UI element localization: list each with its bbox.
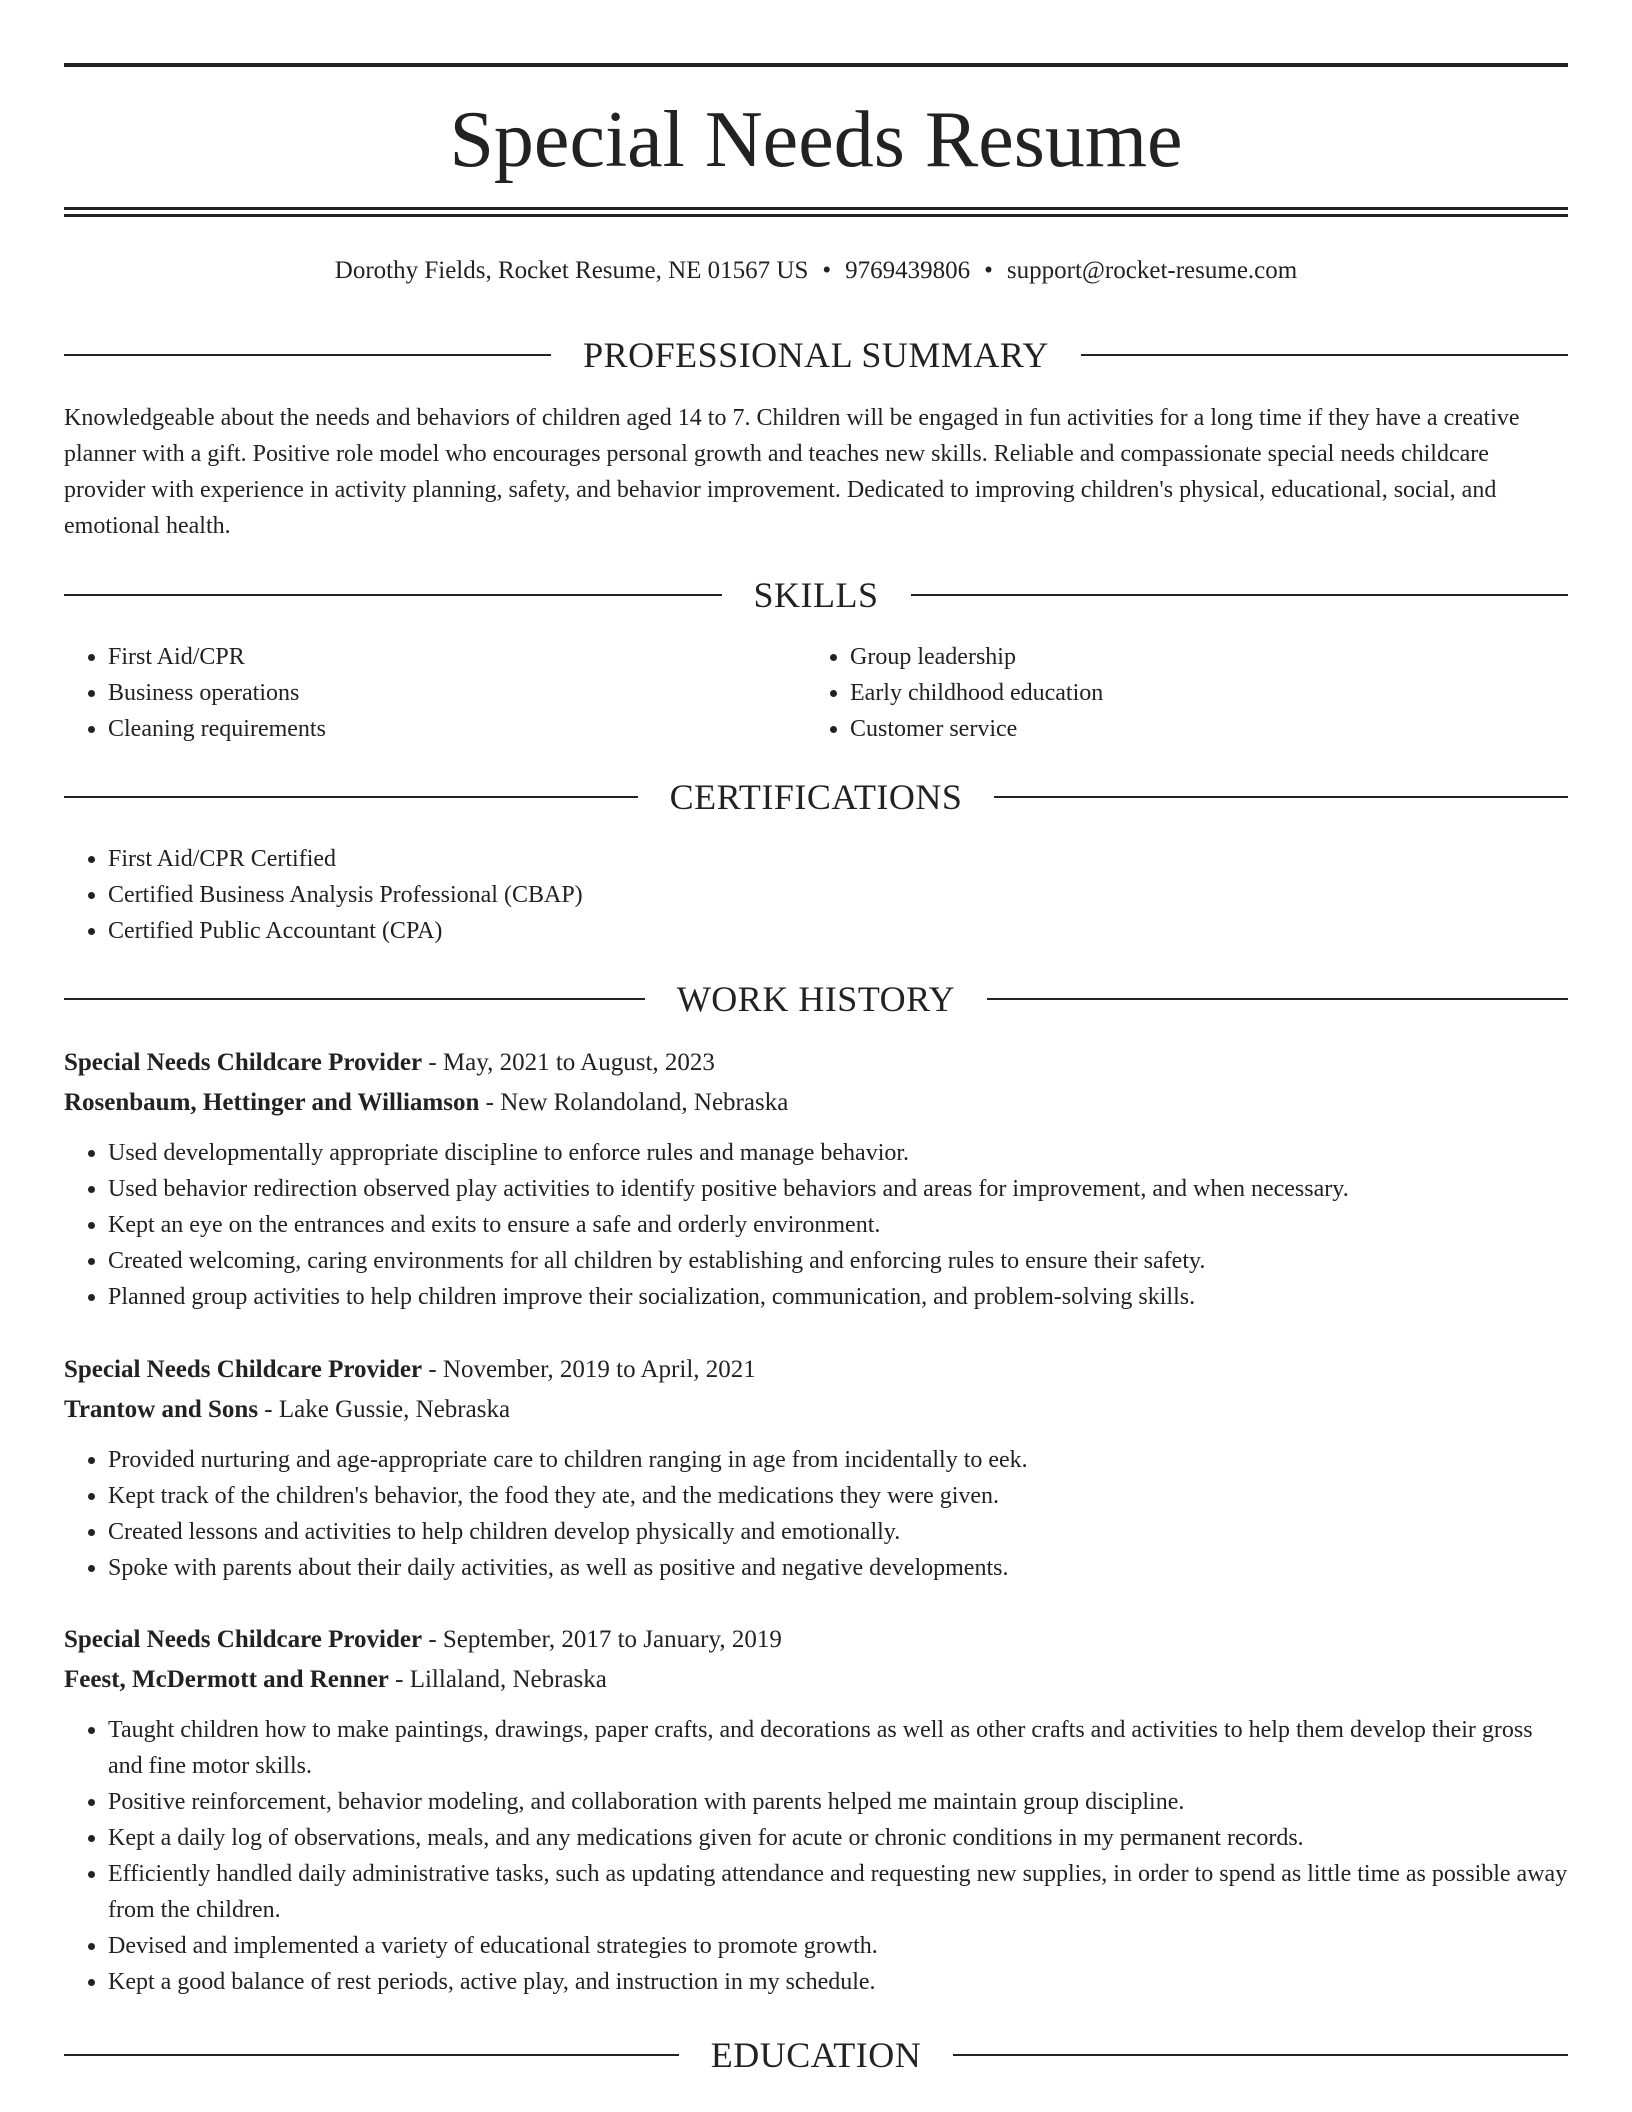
- work-heading: WORK HISTORY: [676, 979, 956, 1019]
- contact-separator: •: [822, 257, 832, 284]
- job-bullets: [64, 1712, 1568, 2000]
- job-title: Special Needs Childcare Provider: [64, 1049, 423, 1076]
- job-company-line: [64, 1390, 1568, 1430]
- skill-item: • First Aid/CPR: [108, 639, 804, 675]
- section-rule: [64, 354, 551, 356]
- dash: -: [388, 1666, 410, 1693]
- certifications-heading-row: [64, 777, 1568, 817]
- job-bullet: • Used developmentally appropriate discipline to enforce rules and manage behavior.: [108, 1135, 1568, 1171]
- skill-item: • Business operations: [108, 675, 804, 711]
- section-rule: [64, 2054, 679, 2056]
- job-dates: September, 2017 to January, 2019: [442, 1626, 782, 1653]
- certification-item: • Certified Public Accountant (CPA): [108, 913, 1568, 949]
- section-rule: [911, 594, 1569, 596]
- contact-address: Dorothy Fields, Rocket Resume, NE 01567 US: [334, 257, 809, 284]
- skills-column-right: [806, 639, 1546, 747]
- skills-heading-row: [64, 575, 1568, 615]
- job-company-line: [64, 1660, 1568, 1700]
- section-rule: [64, 796, 638, 798]
- job-location: Lillaland, Nebraska: [409, 1666, 607, 1693]
- job-entry: [64, 1043, 1568, 1315]
- job-title: Special Needs Childcare Provider: [64, 1626, 423, 1653]
- top-rule: [64, 63, 1568, 67]
- job-dates: November, 2019 to April, 2021: [442, 1356, 756, 1383]
- summary-heading-row: [64, 335, 1568, 375]
- job-location: New Rolandoland, Nebraska: [500, 1089, 789, 1116]
- certification-item: • First Aid/CPR Certified: [108, 841, 1568, 877]
- dash: -: [422, 1626, 443, 1653]
- job-bullet: • Spoke with parents about their daily activities, as well as positive and negative developments.: [108, 1550, 1568, 1586]
- skill-item: • Early childhood education: [850, 675, 1546, 711]
- section-rule: [1081, 354, 1568, 356]
- title-double-rule: [64, 207, 1568, 217]
- job-bullet: • Created welcoming, caring environments for all children by establishing and enforcing rules to ensure their safety.: [108, 1243, 1568, 1279]
- certifications-heading: CERTIFICATIONS: [669, 777, 963, 817]
- job-bullet: • Devised and implemented a variety of educational strategies to promote growth.: [108, 1928, 1568, 1964]
- contact-separator: •: [984, 257, 993, 284]
- dash: -: [422, 1356, 443, 1383]
- section-rule: [987, 998, 1568, 1000]
- job-dates: May, 2021 to August, 2023: [442, 1049, 715, 1076]
- job-title: Special Needs Childcare Provider: [64, 1356, 423, 1383]
- job-bullet: • Taught children how to make paintings, drawings, paper crafts, and decorations as well as other crafts and activities to help them develop their gross and fine motor skills.: [108, 1712, 1568, 1784]
- job-bullets: [64, 1135, 1568, 1315]
- job-bullet: • Efficiently handled daily administrative tasks, such as updating attendance and requesting new supplies, in order to spend as little time as possible away from the children.: [108, 1856, 1568, 1928]
- dash: -: [422, 1049, 443, 1076]
- job-location: Lake Gussie, Nebraska: [278, 1396, 511, 1423]
- section-rule: [953, 2054, 1568, 2056]
- skill-item: • Group leadership: [850, 639, 1546, 675]
- section-rule: [64, 594, 722, 596]
- job-bullet: • Created lessons and activities to help children develop physically and emotionally.: [108, 1514, 1568, 1550]
- job-bullet: • Provided nurturing and age-appropriate care to children ranging in age from incidentally to eek.: [108, 1442, 1568, 1478]
- job-company: Rosenbaum, Hettinger and Williamson: [64, 1089, 480, 1116]
- contact-line: [64, 254, 1568, 288]
- education-heading: EDUCATION: [710, 2035, 922, 2075]
- skills-heading: SKILLS: [753, 575, 879, 615]
- job-company-line: [64, 1083, 1568, 1123]
- certification-item: • Certified Business Analysis Professional (CBAP): [108, 877, 1568, 913]
- job-title-line: [64, 1620, 1568, 1660]
- job-bullet: • Planned group activities to help children improve their socialization, communication, and problem-solving skills.: [108, 1279, 1568, 1315]
- work-heading-row: [64, 979, 1568, 1019]
- skills-column-left: [64, 639, 804, 747]
- job-entry: [64, 1620, 1568, 2000]
- education-heading-row: [64, 2035, 1568, 2075]
- dash: -: [258, 1396, 279, 1423]
- job-title-line: [64, 1350, 1568, 1390]
- section-rule: [64, 998, 645, 1000]
- job-bullet: • Positive reinforcement, behavior modeling, and collaboration with parents helped me maintain group discipline.: [108, 1784, 1568, 1820]
- job-bullet: • Kept a good balance of rest periods, active play, and instruction in my schedule.: [108, 1964, 1568, 2000]
- summary-text: Knowledgeable about the needs and behaviors of children aged 14 to 7. Children will be engaged in fun activities for a long time if they have a creative planner with a gift. Positive role model who encourages personal growth and teaches new skills. Reliable and compassionate special needs childcare provider with experience in activity planning, safety, and behavior improvement. Dedicated to improving children's physical, educational, social, and emotional health.: [64, 405, 1520, 539]
- job-bullets: [64, 1442, 1568, 1586]
- skill-item: • Cleaning requirements: [108, 711, 804, 747]
- job-entry: [64, 1350, 1568, 1586]
- job-title-line: [64, 1043, 1568, 1083]
- job-bullet: • Used behavior redirection observed play activities to identify positive behaviors and areas for improvement, and when necessary.: [108, 1171, 1568, 1207]
- job-bullet: • Kept a daily log of observations, meals, and any medications given for acute or chronic conditions in my permanent records.: [108, 1820, 1568, 1856]
- job-bullet: • Kept track of the children's behavior, the food they ate, and the medications they were given.: [108, 1478, 1568, 1514]
- job-bullet: • Kept an eye on the entrances and exits to ensure a safe and orderly environment.: [108, 1207, 1568, 1243]
- section-rule: [994, 796, 1568, 798]
- certifications-list: [64, 841, 1568, 949]
- job-company: Trantow and Sons: [64, 1396, 259, 1423]
- summary-heading: PROFESSIONAL SUMMARY: [583, 335, 1049, 375]
- job-company: Feest, McDermott and Renner: [64, 1666, 389, 1693]
- resume-title: Special Needs Resume: [449, 96, 1183, 184]
- contact-phone: 9769439806: [845, 257, 971, 284]
- contact-email: support@rocket-resume.com: [1006, 257, 1298, 284]
- dash: -: [479, 1089, 501, 1116]
- skill-item: • Customer service: [850, 711, 1546, 747]
